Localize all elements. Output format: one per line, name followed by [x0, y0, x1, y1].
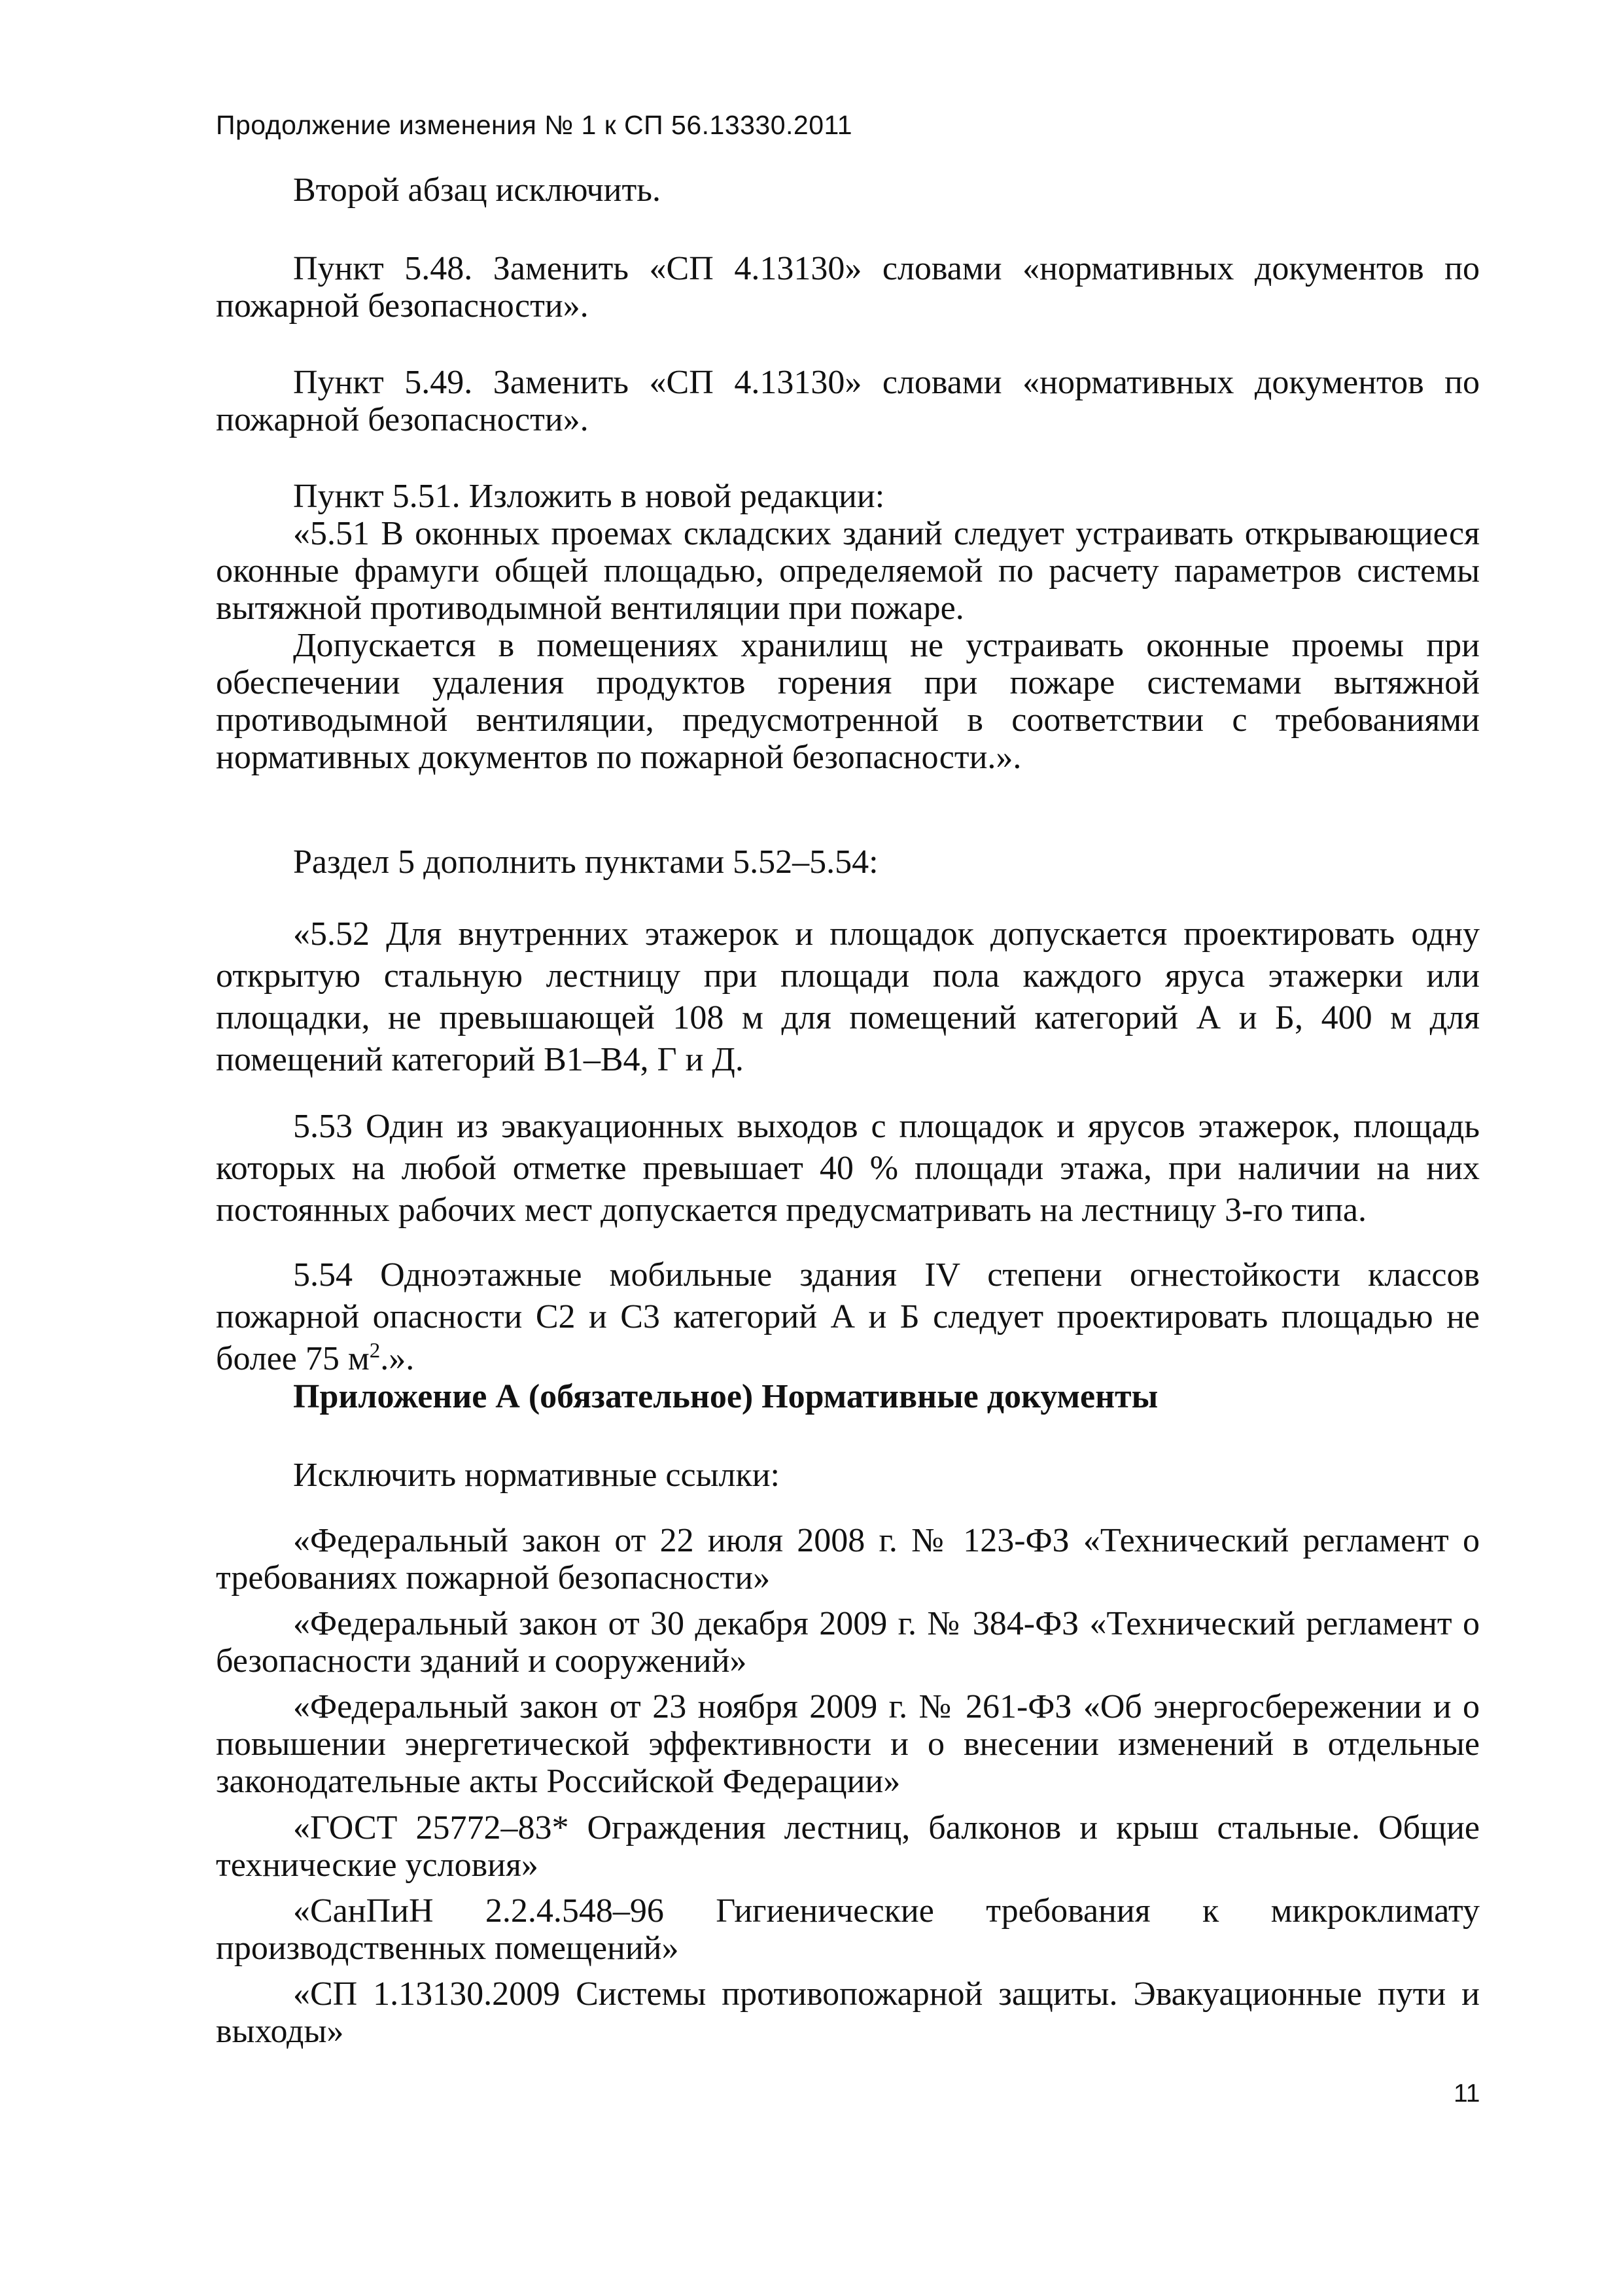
paragraph-item-5-48: Пункт 5.48. Заменить «СП 4.13130» словами «нормативных документов по пожарной безопасности». [216, 250, 1480, 325]
reference-federal-law-261: «Федеральный закон от 23 ноября 2009 г. № 261-ФЗ «Об энергосбережении и о повышении энергетической эффективности и о внесении изменений в отдельные законодательные акты Российской Федерации» [216, 1688, 1480, 1800]
paragraph-item-5-51-text: «5.51 В оконных проемах складских зданий следует устраивать открывающиеся оконные фрамуги общей площадью, определяемой по расчету параметров системы вытяжной противодымной вентиляции при пожаре. [216, 515, 1480, 627]
appendix-a-heading: Приложение А (обязательное) Нормативные документы [293, 1378, 1159, 1415]
paragraph-section-5-addition: Раздел 5 дополнить пунктами 5.52–5.54: [293, 843, 879, 881]
reference-federal-law-123: «Федеральный закон от 22 июля 2008 г. № 123-ФЗ «Технический регламент о требованиях пожарной безопасности» [216, 1522, 1480, 1597]
paragraph-item-5-51-addition: Допускается в помещениях хранилищ не устраивать оконные проемы при обеспечении удаления продуктов горения при пожаре системами вытяжной противодымной вентиляции, предусмотренной в соответствии с требованиями нормативных документов по пожарной безопасности.». [216, 627, 1480, 776]
paragraph-item-5-53: 5.53 Один из эвакуационных выходов с площадок и ярусов этажерок, площадь которых на любой отметке превышает 40 % площади этажа, при наличии на них постоянных рабочих мест допускается предусматривать на лестницу 3-го типа. [216, 1108, 1480, 1229]
paragraph-item-5-52: «5.52 Для внутренних этажерок и площадок допускается проектировать одну открытую стальную лестницу при площади пола каждого яруса этажерки или площадки, не превышающей 108 м для помещений категорий А и Б, 400 м для помещений категорий В1–В4, Г и Д. [216, 915, 1480, 1078]
paragraph-item-5-54-text: 5.54 Одноэтажные мобильные здания IV степени огнестойкости классов пожарной опасности С2 и С3 категорий А и Б следует проектировать площадью не более 75 м [216, 1256, 1480, 1377]
paragraph-item-5-51-intro: Пункт 5.51. Изложить в новой редакции: [293, 478, 885, 515]
paragraph-item-5-54 [216, 1254, 1480, 1380]
paragraph-second-abzac: Второй абзац исключить. [293, 171, 661, 209]
paragraph-item-5-54-tail: .». [380, 1340, 415, 1377]
superscript-squared: 2 [369, 1339, 381, 1363]
reference-sp-1-13130: «СП 1.13130.2009 Системы противопожарной защиты. Эвакуационные пути и выходы» [216, 1975, 1480, 2050]
paragraph-exclude-references: Исключить нормативные ссылки: [293, 1457, 780, 1494]
paragraph-item-5-49: Пункт 5.49. Заменить «СП 4.13130» словами «нормативных документов по пожарной безопасности». [216, 364, 1480, 438]
reference-federal-law-384: «Федеральный закон от 30 декабря 2009 г. № 384-ФЗ «Технический регламент о безопасности зданий и сооружений» [216, 1605, 1480, 1680]
page-number: 11 [1454, 2079, 1480, 2108]
reference-sanpin: «СанПиН 2.2.4.548–96 Гигиенические требования к микроклимату производственных помещений» [216, 1892, 1480, 1967]
running-header: Продолжение изменения № 1 к СП 56.13330.2011 [216, 110, 853, 140]
reference-gost-25772: «ГОСТ 25772–83* Ограждения лестниц, балконов и крыш стальные. Общие технические условия» [216, 1809, 1480, 1884]
